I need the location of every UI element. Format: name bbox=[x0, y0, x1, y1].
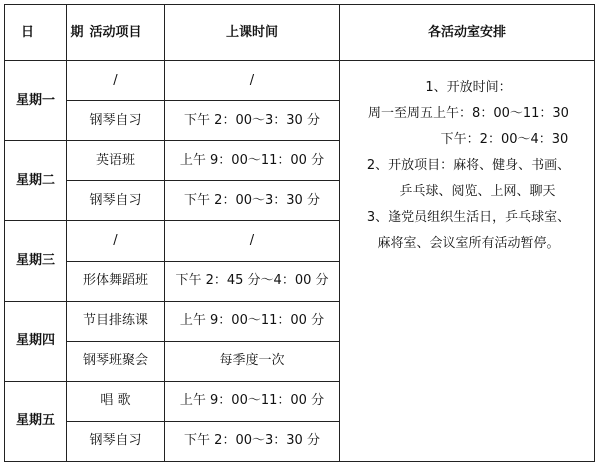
notes-line-projects: 2、开放项目：麻将、健身、书画、 bbox=[366, 158, 571, 174]
time-cell: 下午 2：00～3：30 分 bbox=[165, 101, 340, 141]
table-row bbox=[5, 61, 595, 101]
activity-schedule-table bbox=[4, 4, 595, 462]
arrangement-notes bbox=[349, 75, 588, 257]
day-cell-wednesday: 星期三 bbox=[5, 221, 67, 301]
header-project: 活动项目 bbox=[67, 5, 165, 61]
project-cell: 节目排练课 bbox=[67, 301, 165, 341]
header-row bbox=[5, 5, 595, 61]
arrangement-notes-cell bbox=[340, 61, 595, 462]
notes-line-morning: 周一至周五上午：8：00～11：30 bbox=[368, 106, 569, 122]
time-cell: 下午 2：00～3：30 分 bbox=[165, 181, 340, 221]
project-cell: 唱 歌 bbox=[67, 381, 165, 421]
time-cell: 上午 9：00～11：00 分 bbox=[165, 381, 340, 421]
project-cell: 形体舞蹈班 bbox=[67, 261, 165, 301]
project-cell: / bbox=[67, 221, 165, 261]
header-arrangement: 各活动室安排 bbox=[340, 5, 595, 61]
notes-line-suspension: 3、逢党员组织生活日，乒乓球室、 bbox=[366, 210, 571, 226]
time-cell: 每季度一次 bbox=[165, 341, 340, 381]
time-cell: 下午 2：45 分～4：00 分 bbox=[165, 261, 340, 301]
header-time: 上课时间 bbox=[165, 5, 340, 61]
time-cell: 下午 2：00～3：30 分 bbox=[165, 421, 340, 461]
notes-line-suspension-cont: 麻将室、会议室所有活动暂停。 bbox=[377, 236, 560, 252]
project-cell: 钢琴班聚会 bbox=[67, 341, 165, 381]
notes-line-projects-cont: 乒乓球、阅览、上网、聊天 bbox=[399, 184, 556, 200]
project-cell: / bbox=[67, 61, 165, 101]
day-cell-thursday: 星期四 bbox=[5, 301, 67, 381]
day-cell-monday: 星期一 bbox=[5, 61, 67, 141]
time-cell: / bbox=[165, 221, 340, 261]
notes-line-afternoon: 下午：2：00～4：30 bbox=[440, 132, 569, 148]
header-day: 日 期 bbox=[5, 5, 67, 61]
project-cell: 英语班 bbox=[67, 141, 165, 181]
time-cell: 上午 9：00～11：00 分 bbox=[165, 301, 340, 341]
time-cell: / bbox=[165, 61, 340, 101]
notes-line-open-time: 1、开放时间： bbox=[425, 80, 512, 96]
project-cell: 钢琴自习 bbox=[67, 101, 165, 141]
day-cell-friday: 星期五 bbox=[5, 381, 67, 461]
day-cell-tuesday: 星期二 bbox=[5, 141, 67, 221]
project-cell: 钢琴自习 bbox=[67, 421, 165, 461]
time-cell: 上午 9：00～11：00 分 bbox=[165, 141, 340, 181]
project-cell: 钢琴自习 bbox=[67, 181, 165, 221]
